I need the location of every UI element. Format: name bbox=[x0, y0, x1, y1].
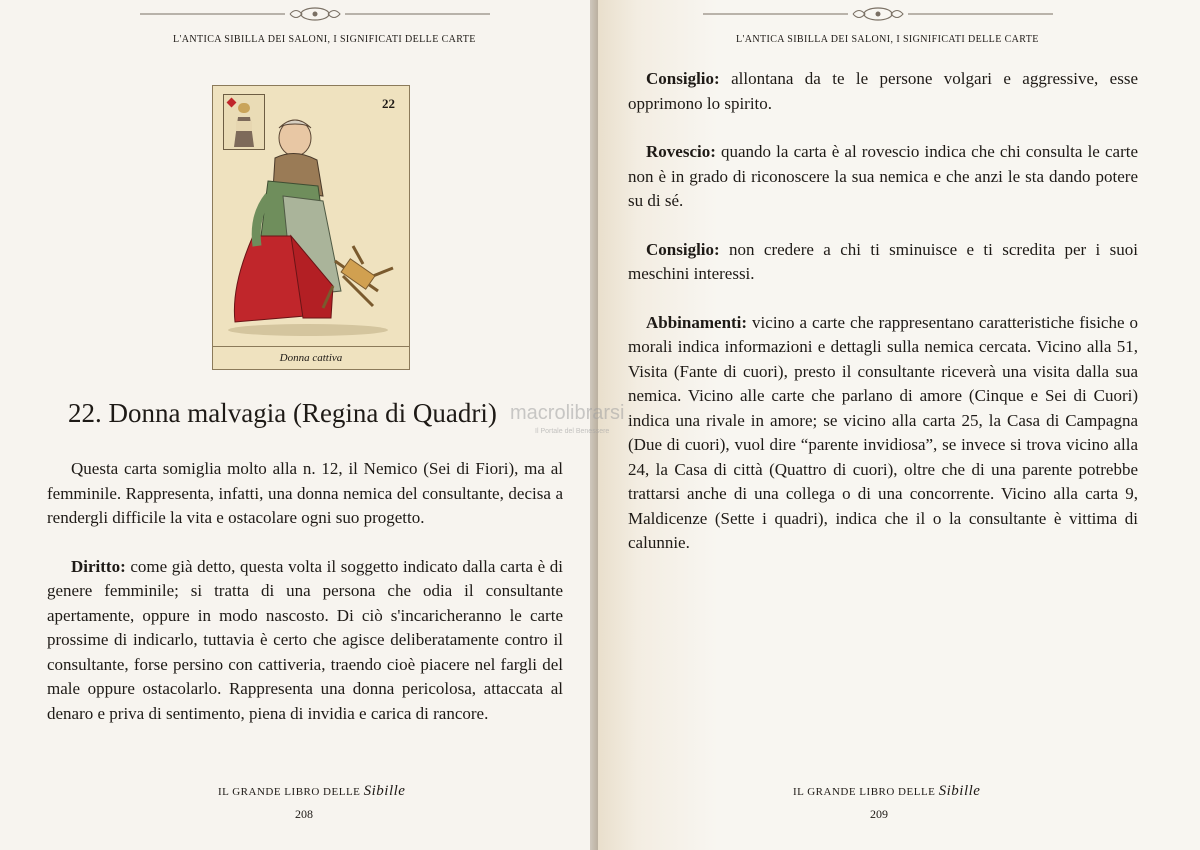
footer-title-script: Sibille bbox=[938, 783, 981, 799]
diritto-paragraph bbox=[47, 555, 563, 727]
intro-paragraph bbox=[47, 457, 563, 531]
card-caption-box bbox=[213, 346, 409, 369]
card-caption: Donna cattiva bbox=[279, 352, 343, 364]
consiglio2-paragraph bbox=[628, 238, 1138, 287]
footer-book-title-right bbox=[793, 783, 980, 800]
consiglio1-label: Consiglio: bbox=[646, 69, 720, 88]
consiglio1-paragraph bbox=[628, 67, 1138, 116]
right-body-text bbox=[628, 67, 1138, 580]
consiglio2-text: non credere a chi ti sminuisce e ti scredita per i suoi meschini interessi. bbox=[628, 239, 1138, 283]
page-number-left: 208 bbox=[295, 807, 313, 821]
abbinamenti-label: Abbinamenti: bbox=[646, 312, 748, 332]
diritto-text: come già detto, questa volta il soggetto indicato dalla carta è di genere femminile; si tratta di una persona che odia il consultante apertamente, oppure in modo nascosto. Di ciò s'incaricheranno le carte prossime di indicarlo, tuttavia è certo che agisce deliberatamente contro il consultante, forse persino con cattiveria, traendo cioè piacere nel fargli del male oppure ostacolarlo. Rappresenta una donna pericolosa, attaccata al denaro e priva di sentimento, piena di invidia e carica di rancore. bbox=[47, 556, 563, 723]
footer-book-title-left bbox=[218, 783, 405, 800]
header-ornament-left bbox=[140, 6, 490, 22]
watermark-subtext: Il Portale del Benessere bbox=[535, 428, 610, 435]
sibilla-card-illustration bbox=[212, 85, 410, 370]
card-number: 22 bbox=[382, 96, 395, 111]
left-body-text bbox=[47, 457, 563, 750]
diritto-label: Diritto: bbox=[71, 556, 126, 576]
left-page bbox=[0, 0, 598, 850]
evil-woman-figure-icon bbox=[213, 86, 411, 348]
abbinamenti-paragraph bbox=[628, 311, 1138, 556]
consiglio1-text: allontana da te le persone volgari e aggressive, esse opprimono lo spirito. bbox=[628, 69, 1138, 113]
rovescio-text: quando la carta è al rovescio indica che chi consulta le carte non è in grado di riconoscere la sua nemica e che anzi le sta dando potere su di sé. bbox=[628, 142, 1138, 210]
running-head-left: L'ANTICA SIBILLA DEI SALONI, I SIGNIFICATI DELLE CARTE bbox=[173, 34, 476, 45]
rovescio-label: Rovescio: bbox=[646, 142, 716, 161]
rovescio-paragraph bbox=[628, 140, 1138, 214]
watermark-logo: macrolibrarsi bbox=[510, 402, 625, 424]
running-head-right: L'ANTICA SIBILLA DEI SALONI, I SIGNIFICATI DELLE CARTE bbox=[736, 34, 1039, 45]
footer-title-script: Sibille bbox=[363, 783, 406, 799]
page-number-right: 209 bbox=[870, 807, 888, 821]
footer-title-text: IL GRANDE LIBRO DELLE bbox=[793, 786, 936, 798]
intro-text: Questa carta somiglia molto alla n. 12, il Nemico (Sei di Fiori), ma al femminile. Rappresenta, infatti, una donna nemica del consultante, decisa a rendergli difficile la vita e ostacolare ogni suo progetto. bbox=[47, 459, 563, 527]
right-page bbox=[598, 0, 1200, 850]
consiglio2-label: Consiglio: bbox=[646, 239, 720, 259]
header-ornament-right bbox=[703, 6, 1053, 22]
abbinamenti-text: vicino a carte che rappresentano caratteristiche fisiche o morali indica informazioni e dettagli sulla nemica cercata. Vicino alla 51, Visita (Fante di cuori), presto il consultante riceverà una visita dalla sua nemica. Vicino alle carte che parlano di amore (Cinque e Sei di Cuori) indica una rivale in amore; se vicino alla carta 25, la Casa di Campagna (Due di cuori), vuol dire “parente invidiosa”, se invece si trova vicino alla 24, la Casa di città (Quattro di cuori), oltre che di una parente potrebbe trattarsi anche di una collega o di una concorrente. Vicino alla carta 9, Maldicenze (Sette i quadri), indica che il o la consultante è vittima di calunnie. bbox=[628, 312, 1138, 552]
section-heading: 22. Donna malvagia (Regina di Quadri) bbox=[68, 398, 497, 428]
footer-title-text: IL GRANDE LIBRO DELLE bbox=[218, 786, 361, 798]
